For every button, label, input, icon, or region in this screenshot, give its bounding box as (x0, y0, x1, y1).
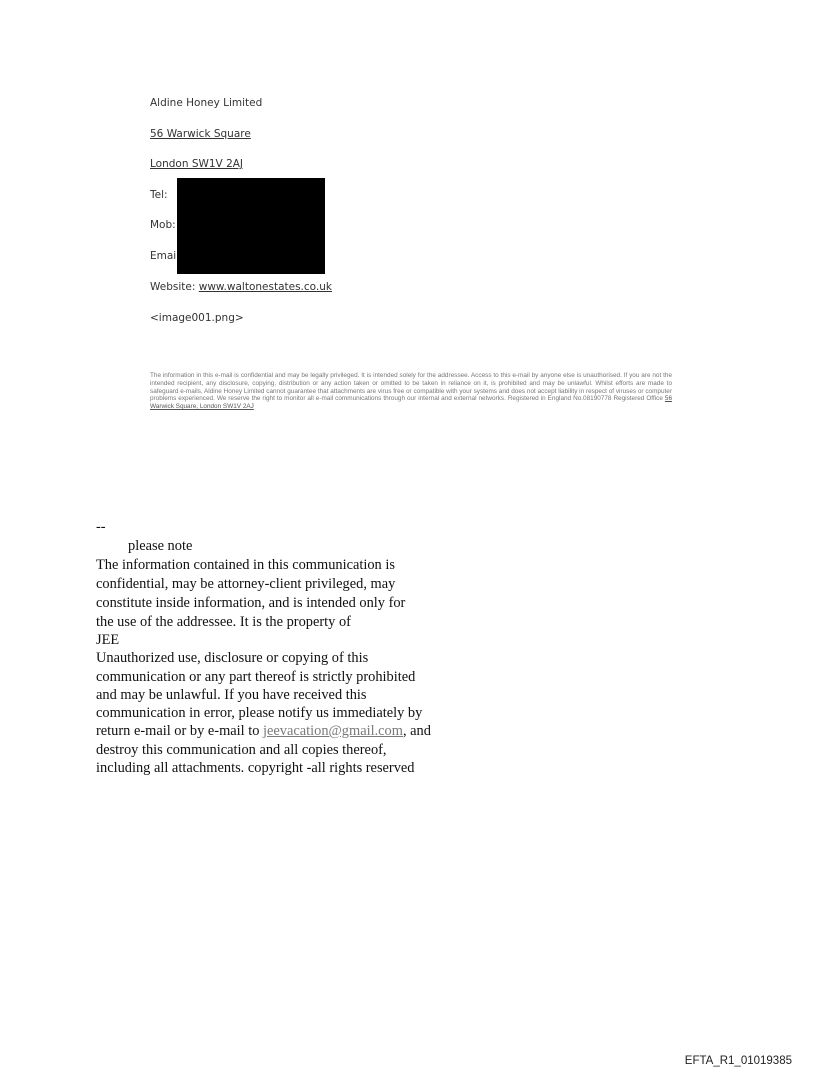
email-link[interactable]: jeevacation@gmail.com (263, 723, 403, 739)
notice-line-7: communication or any part thereof is strictly prohibited (96, 669, 416, 685)
address-line-1[interactable]: 56 Warwick Square (150, 128, 251, 140)
image-placeholder: <image001.png> (150, 312, 244, 324)
notice-heading: please note (128, 538, 193, 554)
website-link[interactable]: www.waltonestates.co.uk (198, 281, 332, 293)
notice-line-12: including all attachments. copyright -all rights reserved (96, 760, 415, 776)
notice-line-1: The information contained in this communication is (96, 557, 395, 573)
legal-disclaimer (150, 372, 672, 411)
address-line-2[interactable]: London SW1V 2AJ (150, 158, 244, 170)
separator: -- (96, 519, 106, 535)
notice-line-10-post: , and (402, 723, 431, 739)
registered-office-link[interactable]: 56 Warwick Square, London SW1V 2AJ (150, 395, 672, 411)
website-label: Website: (150, 281, 196, 293)
notice-line-3: constitute inside information, and is intended only for (96, 595, 406, 611)
document-id: EFTA_R1_01019385 (684, 1055, 792, 1067)
notice-line-2: confidential, may be attorney-client privileged, may (96, 576, 396, 592)
notice-line-5: JEE (96, 632, 120, 648)
notice-line-6: Unauthorized use, disclosure or copying of this (96, 650, 369, 666)
mob-label: Mob: (150, 219, 176, 231)
notice-line-10 (96, 723, 431, 740)
notice-line-4: the use of the addressee. It is the property of (96, 614, 351, 630)
notice-line-9: communication in error, please notify us immediately by (96, 705, 423, 721)
email-label: Emai (150, 250, 177, 262)
website-line (150, 281, 332, 293)
company-name: Aldine Honey Limited (150, 97, 263, 109)
redaction-block (177, 178, 325, 274)
notice-line-8: and may be unlawful. If you have received this (96, 687, 367, 703)
notice-line-10-pre: return e-mail or by e-mail to (96, 723, 264, 739)
notice-line-11: destroy this communication and all copies thereof, (96, 742, 387, 758)
disclaimer-text: The information in this e-mail is confidential and may be legally privileged. It is intended solely for the addressee. Access to this e-mail by anyone else is unauthorised. If you are not the intended recipient, any disclosure, copying, distribution or any action taken or omitted to be taken in reliance on it, is prohibited and may be unlawful. Whilst efforts are made to safeguard e-mails, Aldine Honey Limited cannot guarantee that attachments are virus free or compatible with your systems and does not accept liability in respect of viruses or computer problems experienced. We reserve the right to monitor all e-mail communications through our internal and external networks. Registered in England No.08190778 Registered Office (150, 372, 672, 403)
tel-label: Tel: (150, 189, 168, 201)
